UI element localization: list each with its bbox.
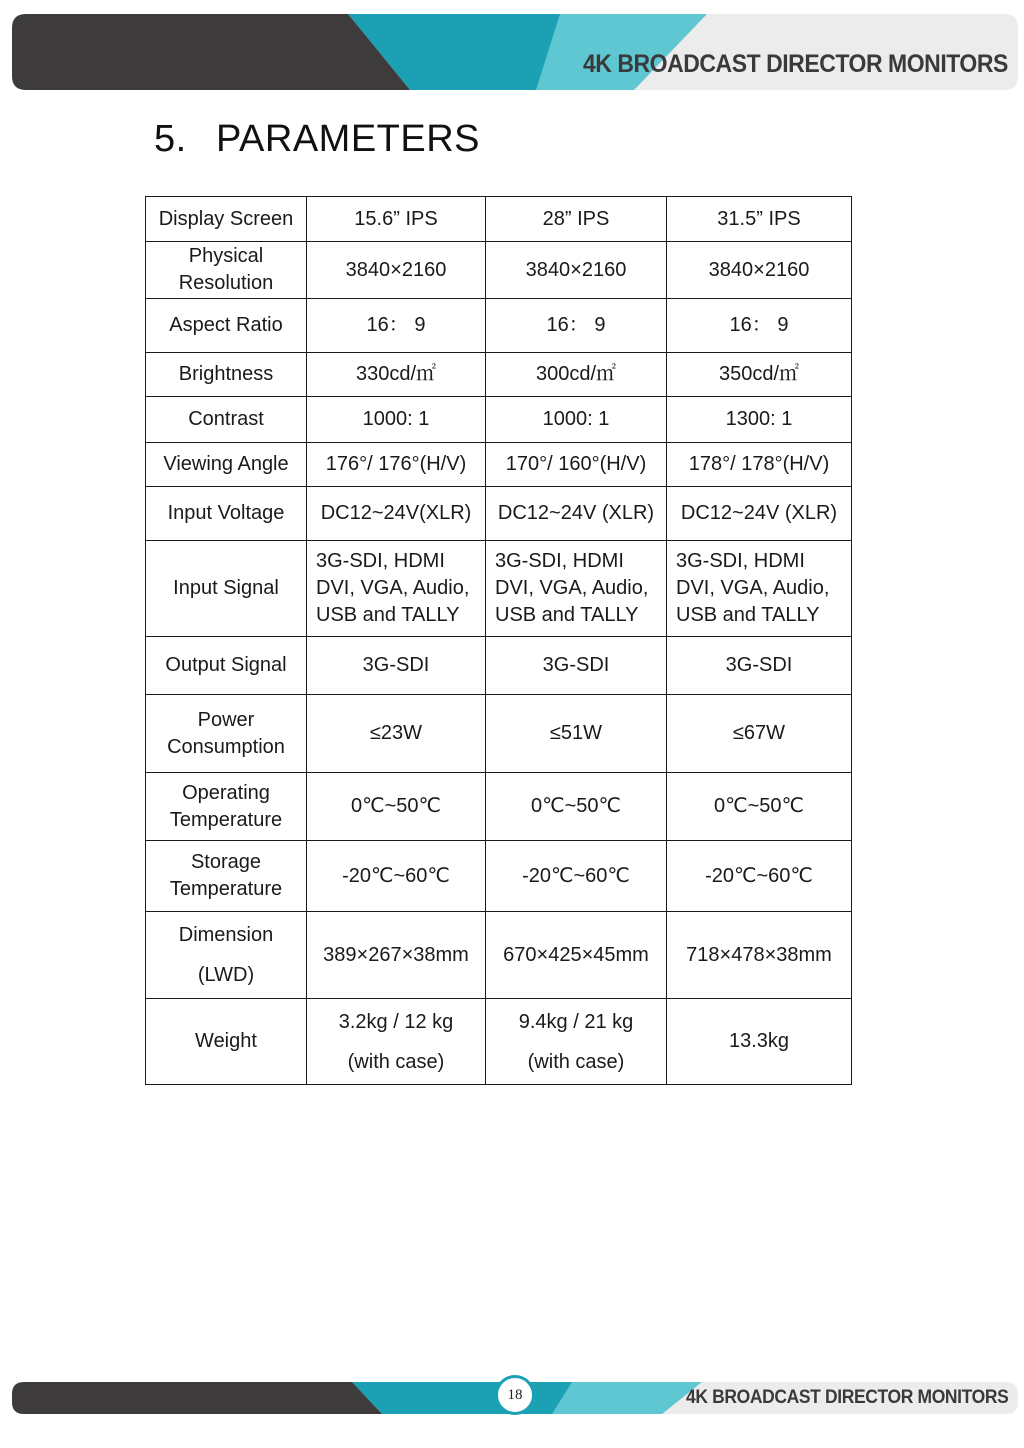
row-label: Power Consumption xyxy=(146,695,307,773)
table-cell: 3G-SDI xyxy=(307,637,486,695)
row-label: Contrast xyxy=(146,397,307,443)
row-label: Input Signal xyxy=(146,541,307,637)
table-cell: 670×425×45mm xyxy=(486,912,667,999)
row-label: Weight xyxy=(146,999,307,1085)
table-cell: 16： 9 xyxy=(667,299,852,353)
parameters-table xyxy=(145,196,852,1085)
table-cell: 1000: 1 xyxy=(307,397,486,443)
table-cell: 3840×2160 xyxy=(486,242,667,299)
table-cell: -20℃~60℃ xyxy=(307,841,486,912)
table-cell: 16： 9 xyxy=(486,299,667,353)
row-label: Display Screen xyxy=(146,197,307,242)
footer-title: 4K BROADCAST DIRECTOR MONITORS xyxy=(685,1387,1008,1408)
table-cell: 300cd/㎡ xyxy=(486,353,667,397)
table-row xyxy=(146,443,852,487)
table-cell: 176°/ 176°(H/V) xyxy=(307,443,486,487)
table-cell: ≤67W xyxy=(667,695,852,773)
row-label: Physical Resolution xyxy=(146,242,307,299)
table-row xyxy=(146,773,852,841)
header-title: 4K BROADCAST DIRECTOR MONITORS xyxy=(583,50,1008,78)
table-row xyxy=(146,912,852,999)
table-cell: ≤23W xyxy=(307,695,486,773)
table-cell: 15.6” IPS xyxy=(307,197,486,242)
table-row xyxy=(146,197,852,242)
table-row xyxy=(146,397,852,443)
table-cell: 3G-SDI, HDMI DVI, VGA, Audio, USB and TALLY xyxy=(486,541,667,637)
table-row xyxy=(146,637,852,695)
table-cell: 28” IPS xyxy=(486,197,667,242)
page-title xyxy=(154,118,480,161)
table-cell: 0℃~50℃ xyxy=(667,773,852,841)
table-cell: 9.4kg / 21 kg (with case) xyxy=(486,999,667,1085)
table-cell: 718×478×38mm xyxy=(667,912,852,999)
table-cell: -20℃~60℃ xyxy=(667,841,852,912)
table-cell: DC12~24V(XLR) xyxy=(307,487,486,541)
table-cell: 3G-SDI xyxy=(486,637,667,695)
table-cell: 3840×2160 xyxy=(307,242,486,299)
table-cell: 178°/ 178°(H/V) xyxy=(667,443,852,487)
row-label: Storage Temperature xyxy=(146,841,307,912)
row-label: Input Voltage xyxy=(146,487,307,541)
table-cell: 3840×2160 xyxy=(667,242,852,299)
table-row xyxy=(146,487,852,541)
table-cell: 3.2kg / 12 kg (with case) xyxy=(307,999,486,1085)
table-cell: 16： 9 xyxy=(307,299,486,353)
section-number: 5. xyxy=(154,118,187,160)
page-number: 18 xyxy=(495,1375,535,1415)
table-cell: 170°/ 160°(H/V) xyxy=(486,443,667,487)
table-row xyxy=(146,242,852,299)
table-row xyxy=(146,999,852,1085)
row-label: Operating Temperature xyxy=(146,773,307,841)
table-cell: 389×267×38mm xyxy=(307,912,486,999)
table-cell: 330cd/㎡ xyxy=(307,353,486,397)
table-row xyxy=(146,353,852,397)
table-cell: 3G-SDI, HDMI DVI, VGA, Audio, USB and TALLY xyxy=(667,541,852,637)
table-cell: 3G-SDI xyxy=(667,637,852,695)
table-row xyxy=(146,841,852,912)
table-row xyxy=(146,299,852,353)
table-cell: -20℃~60℃ xyxy=(486,841,667,912)
table-cell: DC12~24V (XLR) xyxy=(486,487,667,541)
table-cell: ≤51W xyxy=(486,695,667,773)
table-cell: DC12~24V (XLR) xyxy=(667,487,852,541)
row-label: Dimension (LWD) xyxy=(146,912,307,999)
table-cell: 0℃~50℃ xyxy=(307,773,486,841)
row-label: Aspect Ratio xyxy=(146,299,307,353)
row-label: Output Signal xyxy=(146,637,307,695)
table-cell: 13.3kg xyxy=(667,999,852,1085)
row-label: Viewing Angle xyxy=(146,443,307,487)
table-cell: 1300: 1 xyxy=(667,397,852,443)
row-label: Brightness xyxy=(146,353,307,397)
table-cell: 350cd/㎡ xyxy=(667,353,852,397)
table-cell: 31.5” IPS xyxy=(667,197,852,242)
table-cell: 0℃~50℃ xyxy=(486,773,667,841)
table-row xyxy=(146,541,852,637)
section-title-text: PARAMETERS xyxy=(216,118,481,160)
table-row xyxy=(146,695,852,773)
table-cell: 1000: 1 xyxy=(486,397,667,443)
table-cell: 3G-SDI, HDMI DVI, VGA, Audio, USB and TALLY xyxy=(307,541,486,637)
